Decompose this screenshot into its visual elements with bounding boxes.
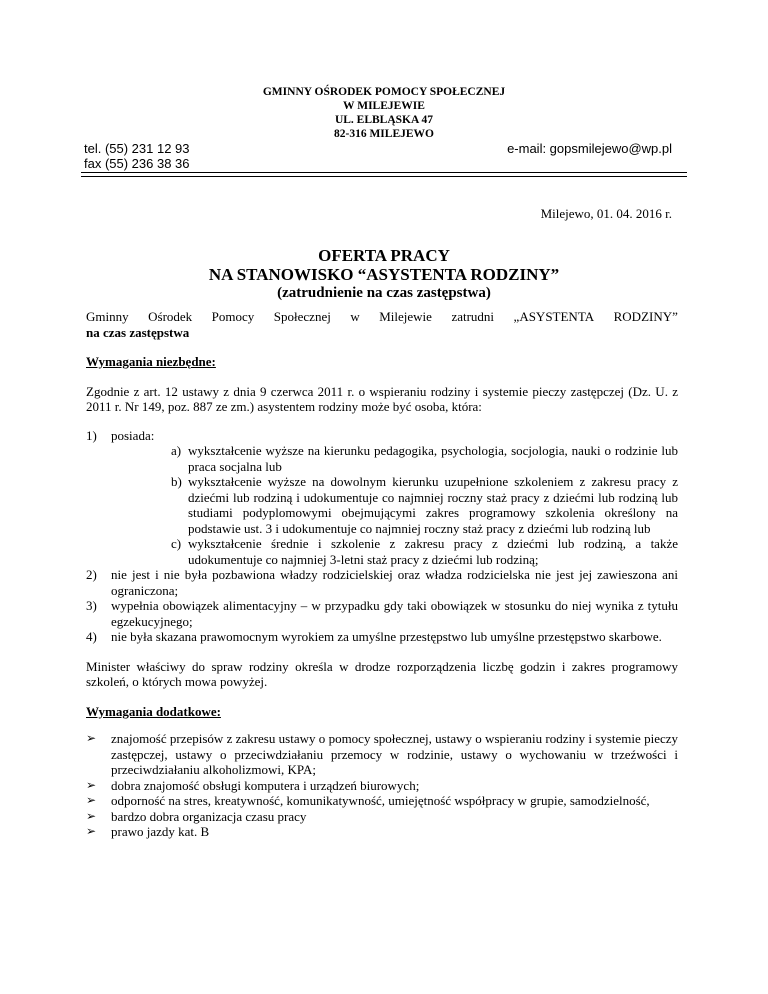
item-text: odporność na stres, kreatywność, komunikatywność, umiejętność współpracy w grupie, samodzielność, bbox=[111, 793, 650, 808]
list-item bbox=[171, 474, 678, 536]
document-title bbox=[0, 246, 768, 303]
list-item bbox=[86, 824, 678, 840]
intro-line-1 bbox=[86, 309, 678, 325]
required-heading: Wymagania niezbędne: bbox=[86, 354, 216, 369]
list-item bbox=[86, 731, 678, 778]
requirements-list bbox=[86, 428, 678, 645]
item-number: 2) bbox=[86, 567, 97, 582]
header-divider-bottom bbox=[81, 176, 687, 177]
list-item bbox=[171, 443, 678, 474]
phone-number: tel. (55) 231 12 93 bbox=[84, 141, 190, 156]
item-letter: c) bbox=[171, 536, 182, 551]
title-line-3: (zatrudnienie na czas zastępstwa) bbox=[277, 285, 491, 301]
intro-word: Ośrodek bbox=[148, 309, 193, 324]
intro-word: Pomocy bbox=[211, 309, 255, 324]
list-item bbox=[86, 629, 678, 645]
item-text: nie była skazana prawomocnym wyrokiem za umyślne przestępstwo lub umyślne przestępstwo skarbowe. bbox=[111, 629, 662, 644]
org-street: UL. ELBLĄSKA 47 bbox=[334, 114, 434, 126]
intro-word: Gminny bbox=[86, 309, 129, 324]
item-text: nie jest i nie była pozbawiona władzy rodzicielskiej oraz władza rodzicielska nie jest jej zawieszona ani ograniczona; bbox=[111, 567, 678, 598]
contact-email: e-mail: gopsmilejewo@wp.pl bbox=[507, 141, 672, 156]
item-letter: b) bbox=[171, 474, 182, 489]
intro-word: zatrudni bbox=[451, 309, 495, 324]
item-text: wykształcenie średnie i szkolenie z zakresu pracy z dziećmi lub rodziną, a także udokumentuje co najmniej 3-letni staż pracy z dziećmi lub rodziną; bbox=[188, 536, 678, 567]
item-text: prawo jazdy kat. B bbox=[111, 824, 210, 839]
additional-heading: Wymagania dodatkowe: bbox=[86, 703, 221, 719]
header-divider-top bbox=[81, 172, 687, 173]
item-letter: a) bbox=[171, 443, 182, 458]
list-item bbox=[86, 428, 678, 568]
additional-list bbox=[86, 731, 678, 840]
item-text: wypełnia obowiązek alimentacyjny – w przypadku gdy taki obowiązek w stosunku do niej wynika z tytułu egzekucyjnego; bbox=[111, 598, 678, 629]
org-postal: 82-316 MILEJEWO bbox=[334, 128, 434, 140]
minister-note: Minister właściwy do spraw rodziny określa w drodze rozporządzenia liczbę godzin i zakres programowy szkoleń, o których mowa powyżej. bbox=[86, 658, 678, 689]
item-number: 4) bbox=[86, 629, 97, 644]
org-location: W MILEJEWIE bbox=[343, 100, 425, 112]
item-text: dobra znajomość obsługi komputera i urządzeń biurowych; bbox=[111, 777, 420, 793]
item-text: posiada: bbox=[111, 427, 155, 443]
arrow-bullet-icon: ➢ bbox=[86, 731, 97, 745]
document-body bbox=[86, 309, 678, 840]
arrow-bullet-icon: ➢ bbox=[86, 808, 97, 823]
list-item bbox=[171, 536, 678, 567]
intro-word: RODZINY” bbox=[613, 309, 678, 324]
intro-paragraph bbox=[86, 309, 678, 340]
item-number: 1) bbox=[86, 427, 97, 443]
list-item bbox=[86, 567, 678, 598]
item-number: 3) bbox=[86, 598, 97, 613]
list-item bbox=[86, 809, 678, 825]
list-item bbox=[86, 778, 678, 794]
contact-phones bbox=[84, 141, 190, 171]
organization-header bbox=[0, 85, 768, 141]
item-text: bardzo dobra organizacja czasu pracy bbox=[111, 808, 307, 824]
required-intro: Zgodnie z art. 12 ustawy z dnia 9 czerwca 2011 r. o wspieraniu rodziny i systemie pieczy zastępczej (Dz. U. z 2011 r. Nr 149, poz. 887 ze zm.) asystentem rodziny może być osoba, która: bbox=[86, 383, 678, 414]
title-line-2: NA STANOWISKO “ASYSTENTA RODZINY” bbox=[208, 265, 560, 284]
education-sublist bbox=[111, 443, 678, 567]
item-text: znajomość przepisów z zakresu ustawy o pomocy społecznej, ustawy o wspieraniu rodziny i systemie pieczy zastępczej, ustawy o przeciwdziałaniu przemocy w rodzinie, ustawy o wychowaniu w trzeźwości i przeciwdziałaniu alkoholizmowi, KPA; bbox=[111, 731, 678, 777]
arrow-bullet-icon: ➢ bbox=[86, 793, 97, 807]
title-line-1: OFERTA PRACY bbox=[318, 246, 450, 265]
item-text: wykształcenie wyższe na kierunku pedagogika, psychologia, socjologia, nauki o rodzinie lub praca socjalna lub bbox=[188, 443, 678, 474]
document-date: Milejewo, 01. 04. 2016 r. bbox=[540, 206, 672, 221]
list-item bbox=[86, 598, 678, 629]
fax-number: fax (55) 236 38 36 bbox=[84, 156, 190, 171]
list-item bbox=[86, 793, 678, 809]
org-name: GMINNY OŚRODEK POMOCY SPOŁECZNEJ bbox=[262, 86, 506, 98]
arrow-bullet-icon: ➢ bbox=[86, 824, 97, 838]
arrow-bullet-icon: ➢ bbox=[86, 777, 97, 792]
intro-line-2: na czas zastępstwa bbox=[86, 324, 190, 340]
intro-word: Milejewie bbox=[379, 309, 432, 324]
intro-word: Społecznej bbox=[273, 309, 331, 324]
intro-word: w bbox=[350, 309, 360, 324]
intro-word: „ASYSTENTA bbox=[513, 309, 595, 324]
item-text: wykształcenie wyższe na dowolnym kierunku uzupełnione szkoleniem z zakresu pracy z dziećmi lub rodziną i udokumentuje co najmniej roczny staż pracy z dziećmi lub rodziną lub studiami podyplomowymi obejmującymi zakres programowy szkolenia określony na podstawie ust. 3 i udokumentuje co najmniej roczny staż pracy z dziećmi lub rodziną lub bbox=[188, 474, 678, 536]
